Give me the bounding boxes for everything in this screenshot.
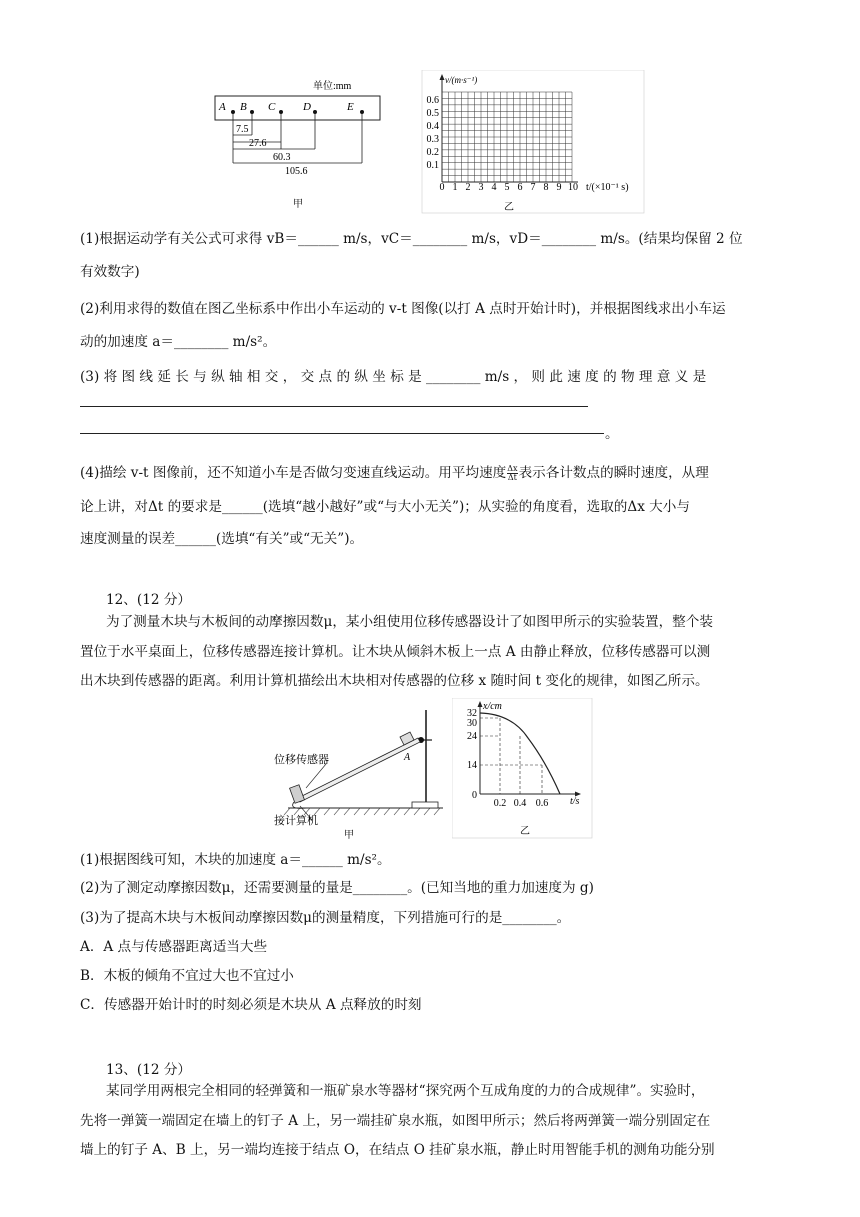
q11-part1-line2: 有效数字) (80, 264, 140, 280)
vt-xtick-9: 9 (556, 182, 562, 193)
q11-answer-line-2 (80, 433, 604, 434)
vt-xtick-1: 1 (452, 182, 458, 193)
incline-apparatus-figure (268, 698, 448, 840)
point-a-label: A (404, 752, 411, 763)
vt-xtick-8: 8 (543, 182, 549, 193)
q11-part4-line1 (80, 463, 709, 483)
tape-dim-ab: 7.5 (236, 124, 249, 135)
q12-heading: 12、(12 分） (106, 592, 192, 608)
tape-point-b: B (240, 101, 247, 113)
xt-ytick-0: 0 (472, 790, 477, 801)
q12-part3: (3)为了提高木块与木板间动摩擦因数μ的测量精度，下列措施可行的是________。 (80, 910, 571, 926)
q11-part1-line1: (1)根据运动学有关公式可求得 vB＝______ m/s，vC＝________ m/s，vD＝________ m/s。(结果均保留 2 位 (80, 231, 743, 247)
vt-grid-figure (418, 70, 648, 215)
vt-xtick-6: 6 (517, 182, 523, 193)
q11-part3-line1: (3) 将 图 线 延 长 与 纵 轴 相 交 ， 交 点 的 纵 坐 标 是 ________ m/s ， 则 此 速 度 的 物 理 意 义 是 (80, 369, 707, 385)
q12-part2: (2)为了测定动摩擦因数μ，还需要测量的量是________。(已知当地的重力加速度为 g) (80, 880, 594, 896)
q12-option-a: A．A 点与传感器距离适当大些 (80, 939, 268, 955)
xt-caption: 乙 (520, 826, 530, 837)
tape-unit-label: 单位:mm (313, 81, 352, 92)
vt-caption: 乙 (504, 202, 514, 213)
q11-answer-line-1 (80, 406, 588, 407)
q13-heading: 13、(12 分） (106, 1062, 192, 1078)
xt-ytick-14: 14 (467, 760, 477, 771)
xt-x-label: t/s (570, 796, 580, 807)
vt-xtick-3: 3 (478, 182, 484, 193)
xt-xtick-0.6: 0.6 (535, 798, 549, 809)
xt-xtick-0.4: 0.4 (513, 798, 527, 809)
vt-ytick-0.4: 0.4 (426, 121, 439, 132)
q11-part4-text-b: 表示各计数点的瞬时速度，从理 (518, 465, 709, 481)
q12-option-c: C．传感器开始计时的时刻必须是木块从 A 点释放的时刻 (80, 997, 422, 1013)
xt-graph-figure (452, 698, 594, 840)
apparatus-caption: 甲 (344, 830, 354, 840)
average-velocity-fraction (507, 465, 517, 482)
vt-ytick-0.3: 0.3 (426, 134, 439, 145)
q12-part1: (1)根据图线可知，木块的加速度 a＝______ m/s²。 (80, 852, 391, 868)
computer-label: 接计算机 (274, 815, 318, 827)
q13-line2: 先将一弹簧一端固定在墙上的钉子 A 上，另一端挂矿泉水瓶，如图甲所示；然后将两弹簧一端分别固定在 (80, 1113, 711, 1129)
xt-ytick-30: 30 (467, 718, 477, 729)
vt-xtick-7: 7 (530, 182, 536, 193)
xt-ytick-24: 24 (467, 731, 477, 742)
vt-ytick-0.5: 0.5 (426, 108, 439, 119)
vt-xtick-4: 4 (491, 182, 497, 193)
vt-xtick-5: 5 (504, 182, 510, 193)
tape-point-c: C (268, 101, 276, 113)
q12-option-b: B．木板的倾角不宜过大也不宜过小 (80, 968, 294, 984)
vt-x-label: t/(×10⁻¹ s) (586, 182, 629, 193)
xt-y-label: x/cm (483, 701, 502, 712)
vt-ytick-0.6: 0.6 (426, 95, 439, 106)
q11-part4-line3: 速度测量的误差______(选填“有关”或“无关”)。 (80, 531, 364, 547)
tape-dim-ae: 105.6 (285, 166, 308, 177)
tape-caption: 甲 (293, 199, 303, 210)
fraction-numerator: Δx (507, 464, 518, 473)
q11-part4-text-a: (4)描绘 v-t 图像前，还不知道小车是否做匀变速直线运动。用平均速度 (80, 465, 507, 481)
q12-intro-line2: 置位于水平桌面上，位移传感器连接计算机。让木块从倾斜木板上一点 A 由静止释放，位移传感器可以测 (80, 644, 711, 660)
xt-ytick-32: 32 (467, 708, 477, 719)
vt-xtick-10: 10 (568, 182, 578, 193)
vt-xtick-2: 2 (465, 182, 471, 193)
tape-figure (205, 75, 385, 215)
vt-y-label: v/(m·s⁻¹) (445, 75, 478, 85)
q11-part2-line1: (2)利用求得的数值在图乙坐标系中作出小车运动的 v-t 图像(以打 A 点时开始计时)，并根据图线求出小车运 (80, 301, 726, 317)
q11-part3-period: 。 (605, 426, 619, 442)
tape-dim-ac: 27.6 (249, 138, 267, 149)
vt-ytick-0.1: 0.1 (426, 160, 439, 171)
q11-part4-line2: 论上讲，对Δt 的要求是______(选填“越小越好”或“与大小无关”)；从实验的角度看，选取的Δx 大小与 (80, 499, 690, 515)
sensor-label: 位移传感器 (274, 754, 329, 766)
xt-xtick-0.2: 0.2 (493, 798, 507, 809)
q13-line1: 某同学用两根完全相同的轻弹簧和一瓶矿泉水等器材“探究两个互成角度的力的合成规律”。实验时， (106, 1083, 705, 1099)
tape-point-a: A (219, 101, 226, 113)
q12-intro-line3: 出木块到传感器的距离。利用计算机描绘出木块相对传感器的位移 x 随时间 t 变化的规律，如图乙所示。 (80, 673, 709, 689)
fraction-denominator: Δt (507, 473, 517, 482)
q13-line3: 墙上的钉子 A、B 上，另一端均连接于结点 O，在结点 O 挂矿泉水瓶，静止时用智能手机的测角功能分别 (80, 1142, 715, 1158)
q12-intro-line1: 为了测量木块与木板间的动摩擦因数μ，某小组使用位移传感器设计了如图甲所示的实验装置，整个装 (106, 614, 713, 630)
vt-ytick-0.2: 0.2 (426, 147, 439, 158)
q11-part2-line2: 动的加速度 a＝________ m/s²。 (80, 334, 277, 350)
vt-xtick-0: 0 (439, 182, 445, 193)
tape-dim-ad: 60.3 (273, 152, 291, 163)
tape-point-e: E (347, 101, 354, 113)
tape-point-d: D (303, 101, 311, 113)
